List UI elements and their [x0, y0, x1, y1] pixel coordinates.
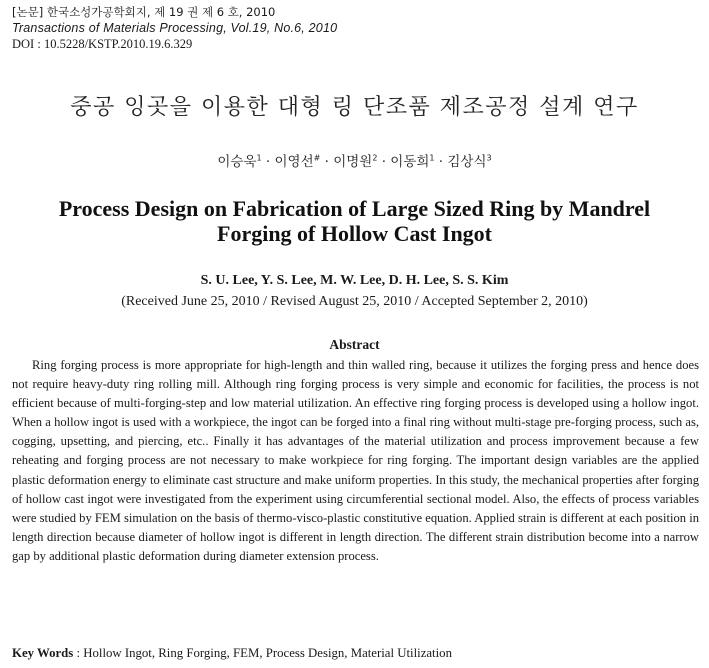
- author-affiliation-mark: 2: [372, 153, 378, 163]
- english-title-line-1: Process Design on Fabrication of Large Sized Ring by Mandrel: [58, 196, 651, 221]
- korean-title: 중공 잉곳을 이용한 대형 링 단조품 제조공정 설계 연구: [70, 95, 639, 120]
- author-affiliation-mark: 3: [486, 153, 492, 163]
- abstract-body: Ring forging process is more appropriate for high-length and thin walled ring, because it utilizes the forging press and hence does not require heavy-duty ring rolling mill. Although ring forging process is very simple and economic for facilities, the process is not efficient because of multi-forging-step and low material utilization. An effective ring forging process is developed using a hollow ingot. When a hollow ingot is used with a workpiece, the ingot can be forged into a final ring without multi-stage pre-forging process, such as, cogging, upsetting, and piercing, etc.. Finally it has advantages of the material utilization and process improvement because a few reheating and forging process are not necessary to make workpiece for ring forging. The important design variables are the applied plastic deformation energy to eliminate cast structure and make uniform properties. In this study, the mechanical properties after forging of hollow cast ingot were investigated from the experiment using circumferential sectional model. Also, the effects of process variables were studied by FEM simulation on the basis of thermo-visco-plastic constitutive equation. Applied strain is different at each position in length direction because diameter of hollow ingot is different in length direction. The different strain distribution become into a narrow gap by additional plastic deformation during diameter extension process.: [12, 358, 699, 563]
- author-name: 이승욱: [217, 154, 257, 170]
- author-separator: ·: [434, 154, 448, 170]
- keywords-list: Hollow Ingot, Ring Forging, FEM, Process Design, Material Utilization: [83, 646, 452, 660]
- author-name: 이명원: [333, 154, 373, 170]
- keywords-separator: :: [73, 646, 84, 660]
- author-ko-5: [447, 154, 491, 170]
- keywords-label: Key Words: [12, 646, 74, 660]
- english-title-line-2: Forging of Hollow Cast Ingot: [217, 221, 492, 246]
- author-name: 이영선: [274, 154, 314, 170]
- author-ko-2: [274, 154, 320, 170]
- english-authors: S. U. Lee, Y. S. Lee, M. W. Lee, D. H. Lee, S. S. Kim: [200, 273, 509, 288]
- author-ko-1: [217, 154, 261, 170]
- journal-header: [12, 4, 337, 52]
- author-separator: ·: [320, 154, 334, 170]
- author-ko-4: [390, 154, 434, 170]
- doi-line: DOI : 10.5228/KSTP.2010.19.6.329: [12, 37, 193, 51]
- journal-name-english: Transactions of Materials Processing, Vol.19, No.6, 2010: [12, 21, 338, 35]
- author-separator: ·: [377, 154, 391, 170]
- author-separator: ·: [261, 154, 275, 170]
- english-title: [0, 196, 709, 246]
- author-ko-3: [333, 154, 377, 170]
- keywords-line: [12, 646, 452, 661]
- author-name: 김상식: [447, 154, 487, 170]
- author-affiliation-mark: 1: [256, 153, 262, 163]
- author-affiliation-mark: 1: [429, 153, 435, 163]
- abstract-heading: Abstract: [329, 337, 380, 352]
- author-name: 이동희: [390, 154, 430, 170]
- journal-name-korean: [논문] 한국소성가공학회지, 제 19 권 제 6 호, 2010: [12, 5, 276, 19]
- received-dates: (Received June 25, 2010 / Revised August 25, 2010 / Accepted September 2, 2010): [121, 294, 588, 309]
- korean-authors: [0, 150, 709, 170]
- author-affiliation-mark: #: [313, 153, 321, 163]
